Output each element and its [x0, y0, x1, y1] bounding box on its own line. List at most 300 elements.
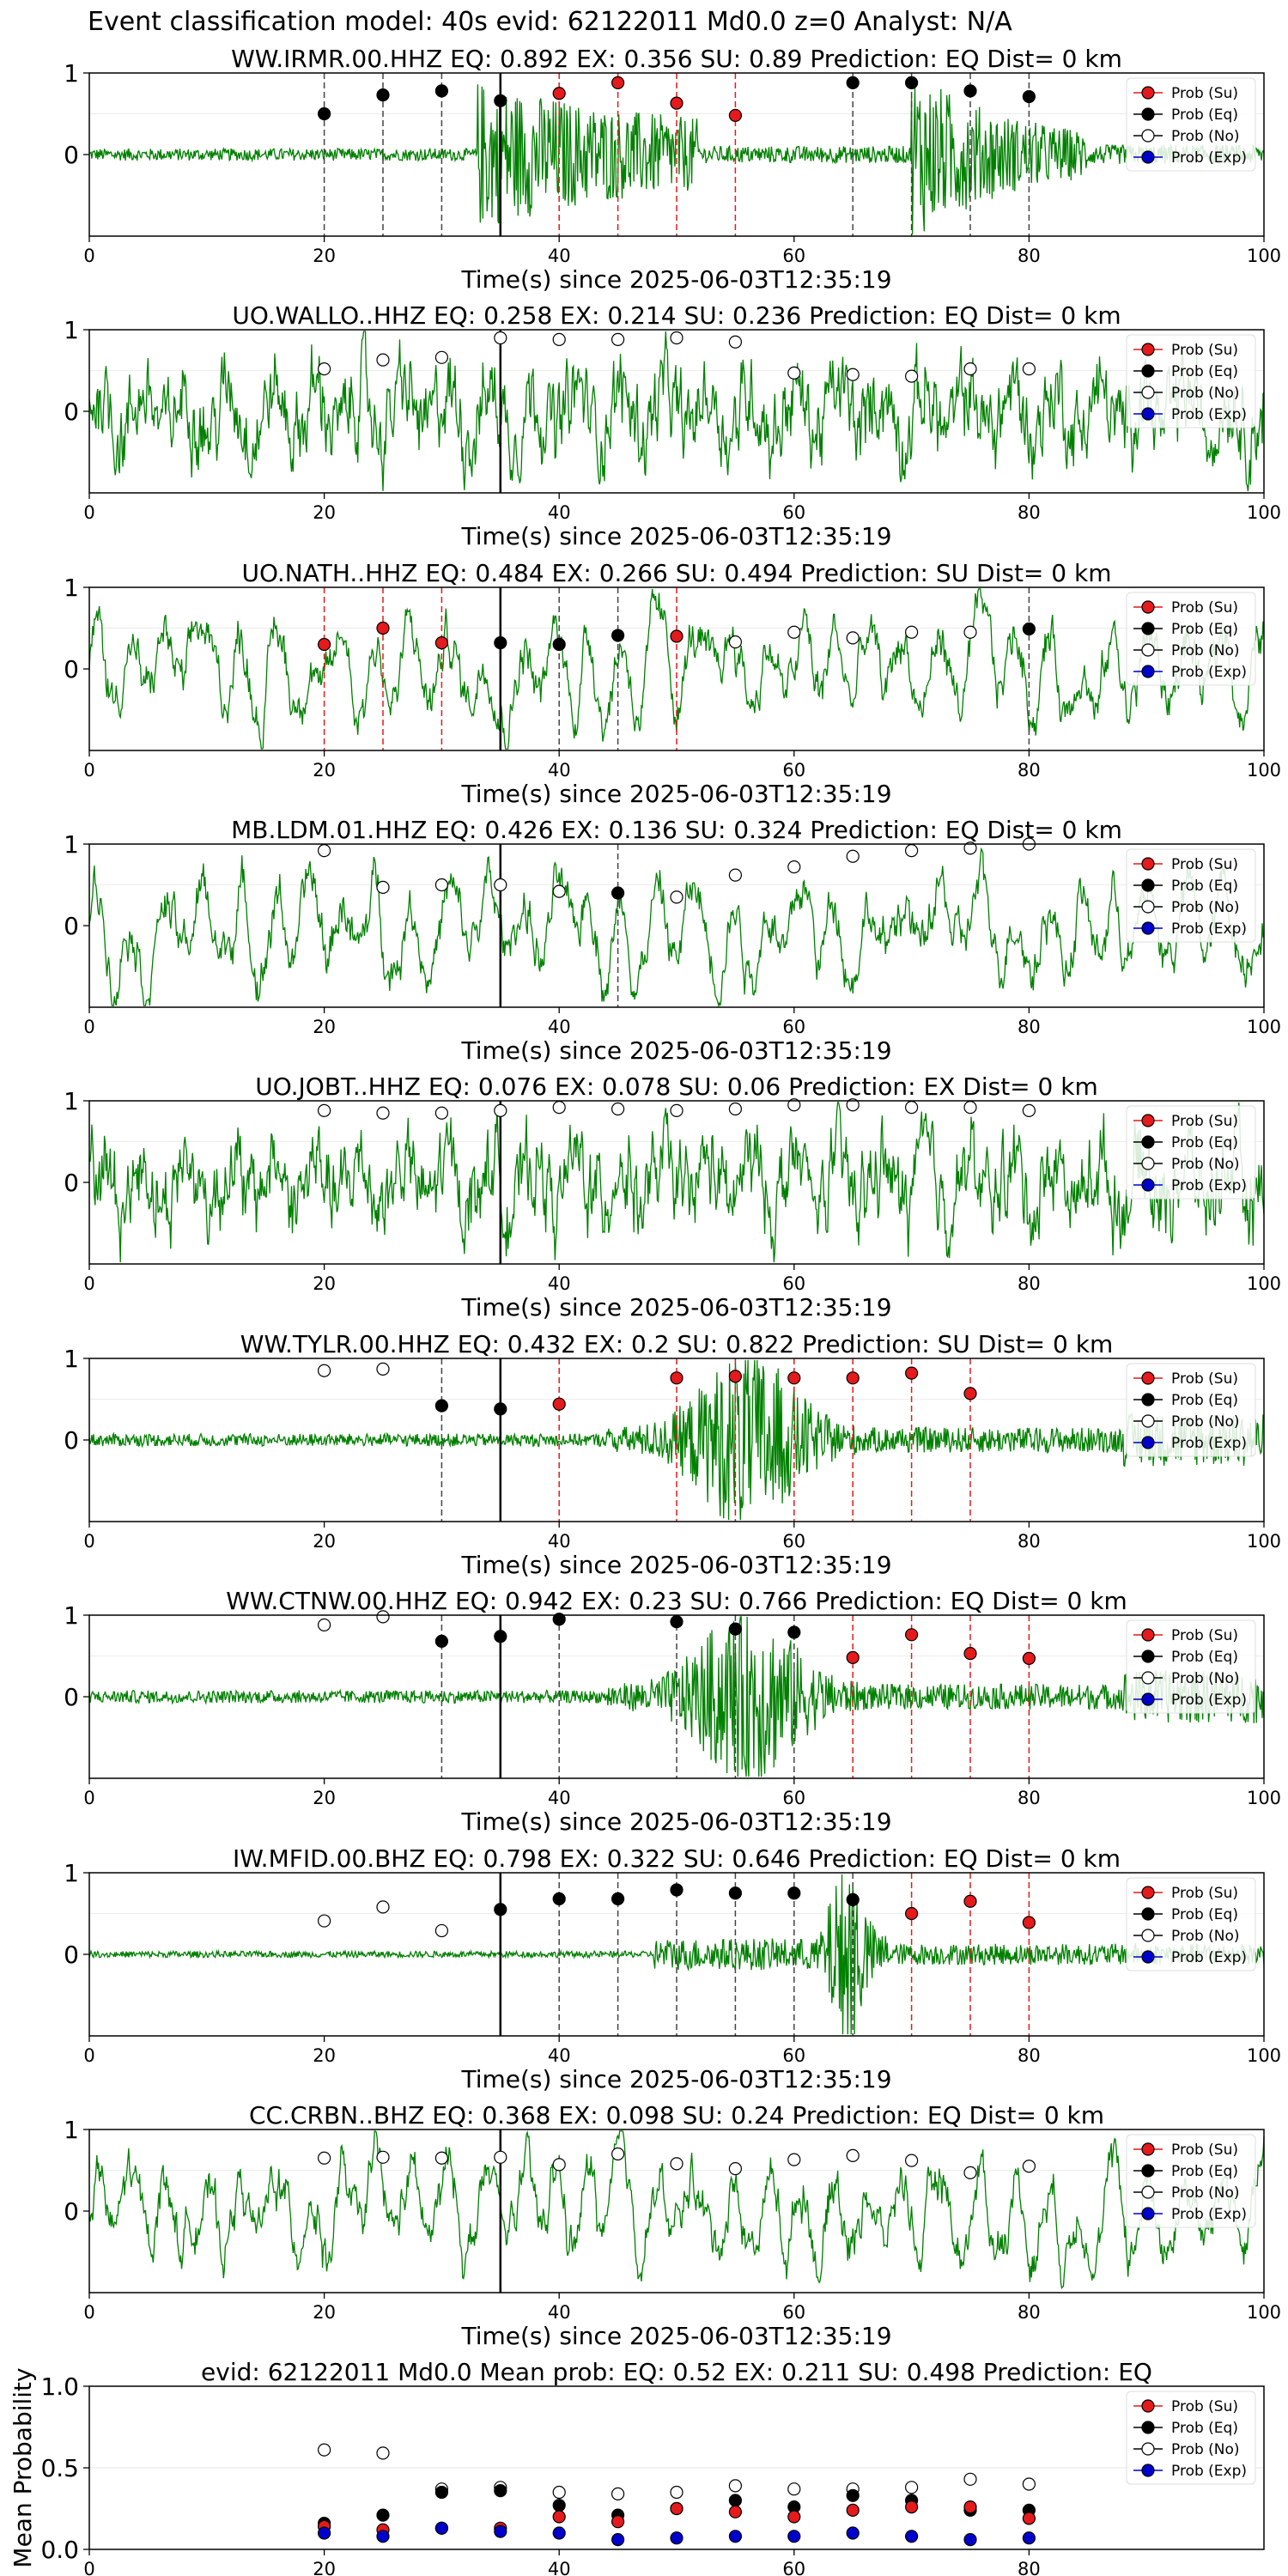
x-tick-label: 0: [83, 2302, 95, 2323]
prob-marker: [495, 2151, 507, 2163]
legend-marker: [1142, 879, 1154, 891]
prob-marker: [319, 1104, 331, 1116]
prob-marker: [729, 1623, 741, 1635]
prob-marker: [377, 89, 389, 101]
legend-marker: [1142, 1951, 1154, 1963]
prob-marker: [553, 88, 565, 100]
x-tick-label: 60: [782, 2045, 806, 2066]
x-tick-label: 40: [547, 2302, 571, 2323]
prob-marker: [377, 881, 389, 893]
prob-marker: [788, 2154, 800, 2166]
y-tick-label: 1: [64, 1601, 79, 1630]
subplot-title: UO.JOBT..HHZ EQ: 0.076 EX: 0.078 SU: 0.06 Prediction: EX Dist= 0 km: [255, 1072, 1098, 1101]
legend-marker: [1142, 1394, 1154, 1406]
x-tick-label: 20: [313, 502, 336, 523]
prob-marker: [553, 639, 565, 651]
prob-marker: [671, 1884, 683, 1896]
x-tick-label: 60: [782, 760, 806, 781]
mean-prob-marker: [964, 2473, 976, 2485]
prob-marker: [671, 1104, 683, 1116]
legend-label: Prob (Exp): [1171, 2206, 1248, 2223]
x-axis-label: Time(s) since 2025-06-03T12:35:19: [461, 1293, 892, 1321]
prob-marker: [495, 637, 507, 649]
x-tick-label: 80: [1018, 502, 1041, 523]
prob-marker: [906, 845, 918, 857]
mean-prob-marker: [435, 2487, 447, 2499]
mean-prob-marker: [788, 2511, 800, 2523]
subplot-2: [64, 301, 1281, 550]
subplot-7: [64, 1587, 1281, 1836]
legend-label: Prob (Su): [1171, 2142, 1238, 2159]
subplot-title: UO.NATH..HHZ EQ: 0.484 EX: 0.266 SU: 0.494 Prediction: SU Dist= 0 km: [241, 559, 1112, 587]
subplot-title: WW.TYLR.00.HHZ EQ: 0.432 EX: 0.2 SU: 0.822 Prediction: SU Dist= 0 km: [240, 1330, 1114, 1358]
x-tick-label: 20: [313, 1531, 336, 1552]
subplot-6: [64, 1330, 1281, 1579]
mean-prob-marker: [671, 2487, 683, 2499]
prob-marker: [964, 1102, 976, 1114]
x-tick-label: 40: [547, 760, 571, 781]
legend-label: Prob (Exp): [1171, 406, 1248, 423]
legend-label: Prob (Su): [1171, 856, 1238, 873]
x-tick-label: 100: [1246, 1273, 1282, 1294]
prob-marker: [319, 2152, 331, 2164]
x-tick-label: 60: [782, 2302, 806, 2323]
x-tick-label: 60: [782, 246, 806, 266]
mean-prob-marker: [906, 2482, 918, 2494]
prob-marker: [906, 1367, 918, 1379]
mean-prob-marker: [553, 2487, 565, 2499]
x-tick-label: 80: [1018, 760, 1041, 781]
subplot-5: [64, 1072, 1281, 1321]
y-tick-label: 0.0: [40, 2536, 79, 2564]
legend-label: Prob (Exp): [1171, 2463, 1248, 2480]
legend-label: Prob (Eq): [1171, 1649, 1238, 1666]
legend-marker: [1142, 1157, 1154, 1170]
prob-marker: [964, 2166, 976, 2178]
legend-label: Prob (Eq): [1171, 1906, 1238, 1923]
x-tick-label: 20: [313, 2302, 336, 2323]
x-axis-label: Time(s) since 2025-06-03T12:35:19: [461, 1807, 892, 1836]
prob-marker: [788, 1887, 800, 1899]
x-tick-label: 80: [1018, 2559, 1041, 2576]
legend-marker: [1142, 1693, 1154, 1705]
prob-marker: [435, 2152, 447, 2164]
x-tick-label: 0: [83, 1531, 95, 1552]
prob-marker: [847, 1651, 859, 1663]
legend-label: Prob (No): [1171, 128, 1240, 145]
subplot-4: [64, 816, 1281, 1065]
prob-marker: [377, 354, 389, 366]
prob-marker: [553, 333, 565, 345]
legend-marker: [1142, 2165, 1154, 2177]
legend-marker: [1142, 665, 1154, 677]
mean-prob-marker: [612, 2516, 624, 2528]
prob-marker: [729, 1103, 741, 1115]
legend: [1127, 2135, 1255, 2227]
legend-marker: [1142, 343, 1154, 355]
y-tick-label: 1: [64, 316, 79, 344]
mean-prob-marker: [319, 2444, 331, 2456]
prob-marker: [495, 332, 507, 344]
x-tick-label: 100: [1246, 2045, 1282, 2066]
prob-marker: [964, 363, 976, 375]
legend-label: Prob (Exp): [1171, 1435, 1248, 1452]
prob-marker: [788, 861, 800, 873]
prob-marker: [906, 76, 918, 88]
legend-marker: [1142, 408, 1154, 420]
legend-marker: [1142, 901, 1154, 913]
x-tick-label: 40: [547, 1017, 571, 1037]
mean-prob-marker: [906, 2501, 918, 2513]
prob-marker: [671, 630, 683, 642]
legend-marker: [1142, 108, 1154, 120]
x-tick-label: 60: [782, 2559, 806, 2576]
y-tick-label: 1: [64, 59, 79, 88]
y-axis-label: Mean Probability: [9, 2367, 37, 2568]
y-tick-label: 1: [64, 1087, 79, 1115]
x-tick-label: 100: [1246, 246, 1282, 266]
subplot-title: UO.WALLO..HHZ EQ: 0.258 EX: 0.214 SU: 0.236 Prediction: EQ Dist= 0 km: [232, 301, 1121, 330]
x-tick-label: 20: [313, 1788, 336, 1808]
y-tick-label: 0.5: [40, 2454, 79, 2482]
x-tick-label: 0: [83, 502, 95, 523]
mean-prob-marker: [671, 2503, 683, 2515]
legend-label: Prob (No): [1171, 1413, 1240, 1431]
legend-label: Prob (Eq): [1171, 106, 1238, 124]
x-axis-label: Time(s) since 2025-06-03T12:35:19: [461, 522, 892, 550]
legend-label: Prob (No): [1171, 899, 1240, 916]
prob-marker: [964, 85, 976, 97]
prob-marker: [319, 639, 331, 651]
legend-marker: [1142, 1672, 1154, 1684]
x-tick-label: 40: [547, 1788, 571, 1808]
x-tick-label: 0: [83, 1273, 95, 1294]
legend-label: Prob (Su): [1171, 2398, 1238, 2415]
prob-marker: [495, 879, 507, 891]
legend: [1127, 78, 1255, 171]
prob-marker: [847, 76, 859, 88]
prob-marker: [1023, 91, 1035, 103]
legend-marker: [1142, 130, 1154, 142]
prob-marker: [964, 1388, 976, 1400]
prob-marker: [847, 632, 859, 644]
mean-prob-marker: [1023, 2478, 1035, 2490]
subplot-title: evid: 62122011 Md0.0 Mean prob: EQ: 0.52 EX: 0.211 SU: 0.498 Prediction: EQ: [201, 2358, 1152, 2386]
mean-prob-marker: [847, 2504, 859, 2516]
mean-prob-marker: [495, 2525, 507, 2537]
prob-marker: [377, 1363, 389, 1375]
legend-marker: [1142, 1929, 1154, 1941]
legend-marker: [1142, 2143, 1154, 2155]
legend-marker: [1142, 623, 1154, 635]
y-tick-label: 0: [64, 141, 79, 169]
prob-marker: [435, 85, 447, 97]
prob-marker: [553, 1398, 565, 1410]
x-tick-label: 100: [1246, 760, 1282, 781]
y-tick-label: 1: [64, 1859, 79, 1887]
legend-marker: [1142, 2464, 1154, 2476]
prob-marker: [1023, 2160, 1035, 2172]
mean-prob-marker: [553, 2500, 565, 2512]
x-tick-label: 40: [547, 2559, 571, 2576]
legend-label: Prob (Su): [1171, 1885, 1238, 1902]
legend-label: Prob (No): [1171, 1670, 1240, 1687]
x-tick-label: 20: [313, 2045, 336, 2066]
legend-label: Prob (Su): [1171, 85, 1238, 102]
prob-marker: [435, 637, 447, 649]
x-tick-label: 40: [547, 2045, 571, 2066]
mean-prob-marker: [495, 2485, 507, 2497]
prob-marker: [906, 1629, 918, 1641]
mean-prob-marker: [964, 2534, 976, 2546]
legend-label: Prob (Eq): [1171, 363, 1238, 380]
mean-prob-marker: [729, 2480, 741, 2492]
x-tick-label: 20: [313, 246, 336, 266]
prob-marker: [671, 1372, 683, 1384]
x-tick-label: 60: [782, 502, 806, 523]
legend-marker: [1142, 1115, 1154, 1127]
legend-label: Prob (No): [1171, 385, 1240, 402]
mean-prob-marker: [788, 2530, 800, 2543]
legend-marker: [1142, 1437, 1154, 1449]
y-tick-label: 1: [64, 830, 79, 859]
waveform-trace: [89, 849, 1264, 1005]
legend-label: Prob (Su): [1171, 342, 1238, 359]
prob-marker: [906, 1102, 918, 1114]
legend-label: Prob (Exp): [1171, 149, 1248, 167]
mean-prob-marker: [553, 2527, 565, 2539]
waveform-trace: [89, 2131, 1264, 2288]
legend-label: Prob (Su): [1171, 1113, 1238, 1130]
y-tick-label: 0: [64, 398, 79, 426]
prob-marker: [435, 351, 447, 363]
y-tick-label: 0: [64, 655, 79, 683]
legend-marker: [1142, 1372, 1154, 1384]
prob-marker: [377, 2151, 389, 2163]
prob-marker: [788, 367, 800, 379]
legend-marker: [1142, 1179, 1154, 1191]
mean-prob-marker: [964, 2501, 976, 2513]
legend-label: Prob (No): [1171, 2441, 1240, 2458]
legend-label: Prob (Exp): [1171, 664, 1248, 681]
subplot-10: [9, 2358, 1264, 2576]
prob-marker: [788, 626, 800, 638]
x-tick-label: 0: [83, 2045, 95, 2066]
prob-marker: [612, 333, 624, 345]
legend-label: Prob (Exp): [1171, 920, 1248, 938]
legend-marker: [1142, 87, 1154, 99]
legend-marker: [1142, 2186, 1154, 2198]
legend-label: Prob (Exp): [1171, 1177, 1248, 1194]
legend-marker: [1142, 922, 1154, 934]
x-tick-label: 0: [83, 1017, 95, 1037]
legend-label: Prob (Eq): [1171, 2420, 1238, 2437]
prob-marker: [553, 885, 565, 897]
x-tick-label: 60: [782, 1017, 806, 1037]
legend-label: Prob (No): [1171, 642, 1240, 659]
x-axis-label: Time(s) since 2025-06-03T12:35:19: [461, 265, 892, 294]
prob-marker: [319, 845, 331, 857]
x-axis-label: Time(s) since 2025-06-03T12:35:19: [461, 2322, 892, 2350]
figure-title: Event classification model: 40s evid: 62122011 Md0.0 z=0 Analyst: N/A: [88, 7, 1012, 37]
legend: [1127, 1620, 1255, 1713]
prob-marker: [1023, 623, 1035, 635]
legend: [1127, 2391, 1255, 2484]
legend-marker: [1142, 365, 1154, 377]
x-tick-label: 80: [1018, 2045, 1041, 2066]
legend-marker: [1142, 1136, 1154, 1148]
y-tick-label: 0: [64, 2197, 79, 2226]
legend-label: Prob (No): [1171, 1156, 1240, 1173]
mean-prob-marker: [847, 2489, 859, 2501]
mean-prob-marker: [377, 2447, 389, 2459]
prob-marker: [847, 1893, 859, 1905]
mean-prob-marker: [435, 2522, 447, 2534]
mean-prob-marker: [377, 2530, 389, 2543]
prob-marker: [612, 76, 624, 88]
prob-marker: [319, 363, 331, 375]
mean-prob-marker: [729, 2506, 741, 2518]
legend-marker: [1142, 1886, 1154, 1899]
mean-prob-marker: [319, 2527, 331, 2539]
x-tick-label: 100: [1246, 2302, 1282, 2323]
x-axis-label: Time(s) since 2025-06-03T12:35:19: [461, 1036, 892, 1065]
subplot-title: WW.CTNW.00.HHZ EQ: 0.942 EX: 0.23 SU: 0.766 Prediction: EQ Dist= 0 km: [226, 1587, 1127, 1615]
waveform-trace: [89, 1103, 1264, 1262]
prob-marker: [435, 1924, 447, 1936]
x-tick-label: 0: [83, 246, 95, 266]
legend-marker: [1142, 151, 1154, 163]
legend-label: Prob (Exp): [1171, 1692, 1248, 1709]
mean-prob-marker: [553, 2511, 565, 2523]
prob-marker: [612, 629, 624, 641]
y-tick-label: 0: [64, 912, 79, 940]
prob-marker: [847, 850, 859, 862]
prob-marker: [1023, 1652, 1035, 1664]
legend-marker: [1142, 2400, 1154, 2412]
legend-label: Prob (Exp): [1171, 1949, 1248, 1966]
mean-prob-marker: [1023, 2532, 1035, 2544]
x-tick-label: 60: [782, 1273, 806, 1294]
prob-marker: [319, 1619, 331, 1631]
y-tick-label: 1: [64, 2116, 79, 2144]
legend: [1127, 592, 1255, 685]
mean-prob-marker: [612, 2488, 624, 2500]
x-axis-label: Time(s) since 2025-06-03T12:35:19: [461, 780, 892, 808]
subplot-title: WW.IRMR.00.HHZ EQ: 0.892 EX: 0.356 SU: 0.89 Prediction: EQ Dist= 0 km: [231, 45, 1122, 73]
legend-marker: [1142, 1415, 1154, 1427]
prob-marker: [729, 1887, 741, 1899]
prob-marker: [435, 1400, 447, 1412]
subplot-8: [64, 1844, 1281, 2093]
mean-prob-marker: [847, 2527, 859, 2539]
prob-marker: [1023, 1917, 1035, 1929]
prob-marker: [319, 108, 331, 120]
x-tick-label: 40: [547, 246, 571, 266]
prob-marker: [847, 1372, 859, 1384]
legend-marker: [1142, 2443, 1154, 2455]
prob-marker: [729, 2163, 741, 2175]
x-tick-label: 80: [1018, 1273, 1041, 1294]
x-tick-label: 100: [1246, 1017, 1282, 1037]
legend-label: Prob (Eq): [1171, 1392, 1238, 1409]
prob-marker: [906, 370, 918, 382]
legend-marker: [1142, 2421, 1154, 2433]
y-tick-label: 0: [64, 1169, 79, 1197]
prob-marker: [906, 626, 918, 638]
x-tick-label: 100: [1246, 1788, 1282, 1808]
x-tick-label: 40: [547, 1531, 571, 1552]
prob-marker: [612, 887, 624, 899]
prob-marker: [847, 2149, 859, 2161]
x-tick-label: 100: [1246, 1531, 1282, 1552]
y-tick-label: 0: [64, 1941, 79, 1969]
x-tick-label: 40: [547, 502, 571, 523]
x-axis-label: Time(s) since 2025-06-03T12:35:19: [461, 1551, 892, 1579]
subplot-3: [64, 559, 1281, 808]
legend: [1127, 1106, 1255, 1199]
legend-label: Prob (No): [1171, 1928, 1240, 1945]
x-tick-label: 20: [313, 2559, 336, 2576]
prob-marker: [1023, 363, 1035, 375]
prob-marker: [964, 1648, 976, 1660]
legend-marker: [1142, 644, 1154, 656]
y-tick-label: 1: [64, 574, 79, 602]
prob-marker: [435, 1107, 447, 1119]
prob-marker: [671, 891, 683, 903]
x-tick-label: 0: [83, 760, 95, 781]
prob-marker: [788, 1372, 800, 1384]
legend: [1127, 1878, 1255, 1971]
mean-prob-marker: [906, 2530, 918, 2543]
x-tick-label: 80: [1018, 1531, 1041, 1552]
prob-marker: [319, 1915, 331, 1927]
legend-label: Prob (Eq): [1171, 1134, 1238, 1151]
y-tick-label: 1: [64, 1345, 79, 1373]
axes-frame: [89, 2129, 1264, 2293]
prob-marker: [435, 879, 447, 891]
subplot-9: [64, 2101, 1281, 2350]
waveform-trace: [89, 331, 1264, 491]
legend-marker: [1142, 858, 1154, 870]
prob-marker: [553, 2159, 565, 2171]
prob-marker: [847, 368, 859, 380]
legend-marker: [1142, 1650, 1154, 1662]
prob-marker: [729, 869, 741, 881]
prob-marker: [964, 626, 976, 638]
prob-marker: [671, 1616, 683, 1628]
x-tick-label: 80: [1018, 1017, 1041, 1037]
subplot-title: CC.CRBN..BHZ EQ: 0.368 EX: 0.098 SU: 0.24 Prediction: EQ Dist= 0 km: [248, 2101, 1105, 2129]
prob-marker: [553, 1102, 565, 1114]
prob-marker: [906, 2154, 918, 2166]
mean-prob-marker: [377, 2509, 389, 2521]
prob-marker: [612, 1893, 624, 1905]
x-tick-label: 0: [83, 1788, 95, 1808]
legend-marker: [1142, 386, 1154, 398]
prob-marker: [495, 1631, 507, 1643]
prob-marker: [377, 623, 389, 635]
mean-prob-marker: [729, 2494, 741, 2506]
legend-label: Prob (Eq): [1171, 878, 1238, 895]
mean-prob-marker: [729, 2530, 741, 2543]
x-tick-label: 20: [313, 760, 336, 781]
y-tick-label: 0: [64, 1426, 79, 1455]
mean-prob-marker: [1023, 2512, 1035, 2524]
prob-marker: [671, 332, 683, 344]
legend-marker: [1142, 1629, 1154, 1641]
axes-frame: [89, 844, 1264, 1007]
